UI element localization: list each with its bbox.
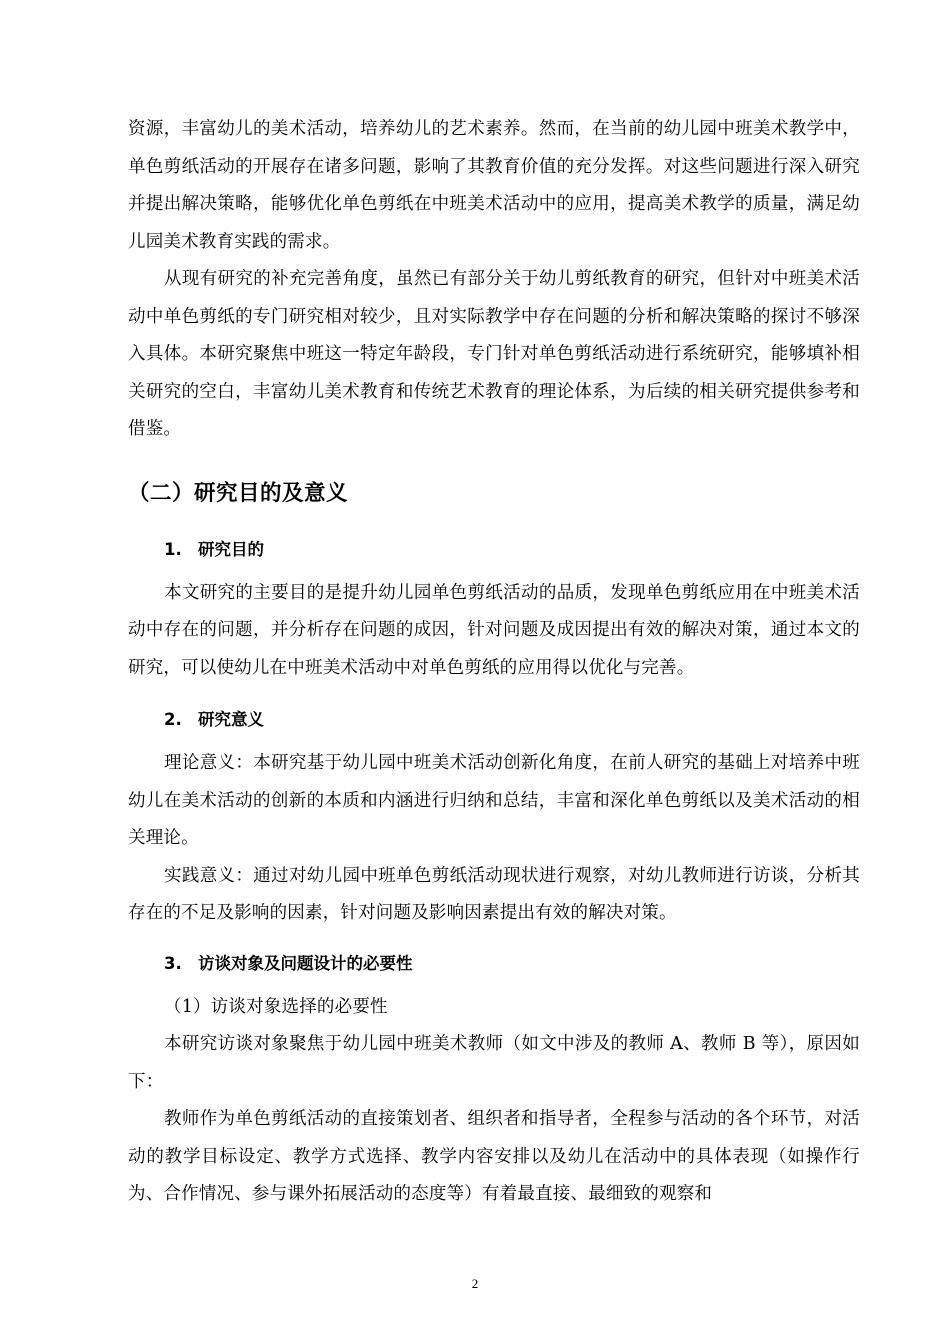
body-paragraph: 教师作为单色剪纸活动的直接策划者、组织者和指导者，全程参与活动的各个环节，对活动的教学目标设定、教学方式选择、教学内容安排以及幼儿在活动中的具体表现（如操作行为、合作情况、参与课外拓展活动的态度等）有着最直接、最细致的观察和: [128, 1109, 860, 1204]
body-paragraph: 实践意义：通过对幼儿园中班单色剪纸活动现状进行观察，对幼儿教师进行访谈，分析其存在的不足及影响的因素，针对问题及影响因素提出有效的解决对策。: [128, 865, 860, 923]
subsection-number: 1.: [164, 539, 182, 559]
body-paragraph: 从现有研究的补充完善角度，虽然已有部分关于幼儿剪纸教育的研究，但针对中班美术活动中单色剪纸的专门研究相对较少，且对实际教学中存在问题的分析和解决策略的探讨不够深入具体。本研究聚焦中班这一特定年龄段，专门针对单色剪纸活动进行系统研究，能够填补相关研究的空白，丰富幼儿美术教育和传统艺术教育的理论体系，为后续的相关研究提供参考和借鉴。: [128, 269, 860, 439]
body-paragraph: 本研究访谈对象聚焦于幼儿园中班美术教师（如文中涉及的教师 A、教师 B 等），原因如下：: [128, 1034, 860, 1092]
subsection-number: 3.: [164, 953, 182, 973]
subsection-heading-purpose: [128, 533, 860, 567]
body-paragraph: 本文研究的主要目的是提升幼儿园单色剪纸活动的品质，发现单色剪纸应用在中班美术活动中存在的问题，并分析存在问题的成因，针对问题及成因提出有效的解决对策，通过本文的研究，可以使幼儿在中班美术活动中对单色剪纸的应用得以优化与完善。: [128, 582, 860, 678]
page-number: 2: [471, 1276, 479, 1291]
page-content: [128, 111, 860, 1214]
subsection-heading-interview: [128, 947, 860, 981]
subsection-title: 研究意义: [198, 710, 264, 729]
body-paragraph: 资源，丰富幼儿的美术活动，培养幼儿的艺术素养。然而，在当前的幼儿园中班美术教学中，单色剪纸活动的开展存在诸多问题，影响了其教育价值的充分发挥。对这些问题进行深入研究并提出解决策略，能够优化单色剪纸在中班美术活动中的应用，提高美术教学的质量，满足幼儿园美术教育实践的需求。: [128, 119, 860, 252]
body-paragraph: （1）访谈对象选择的必要性: [164, 996, 388, 1017]
body-paragraph: 理论意义：本研究基于幼儿园中班美术活动创新化角度，在前人研究的基础上对培养中班幼儿在美术活动的创新的本质和内涵进行归纳和总结，丰富和深化单色剪纸以及美术活动的相关理论。: [128, 753, 860, 848]
subsection-heading-significance: [128, 703, 860, 737]
section-heading: （二）研究目的及意义: [128, 480, 349, 506]
subsection-title: 访谈对象及问题设计的必要性: [198, 953, 413, 973]
subsection-title: 研究目的: [198, 539, 264, 559]
subsection-number: 2.: [164, 710, 182, 729]
